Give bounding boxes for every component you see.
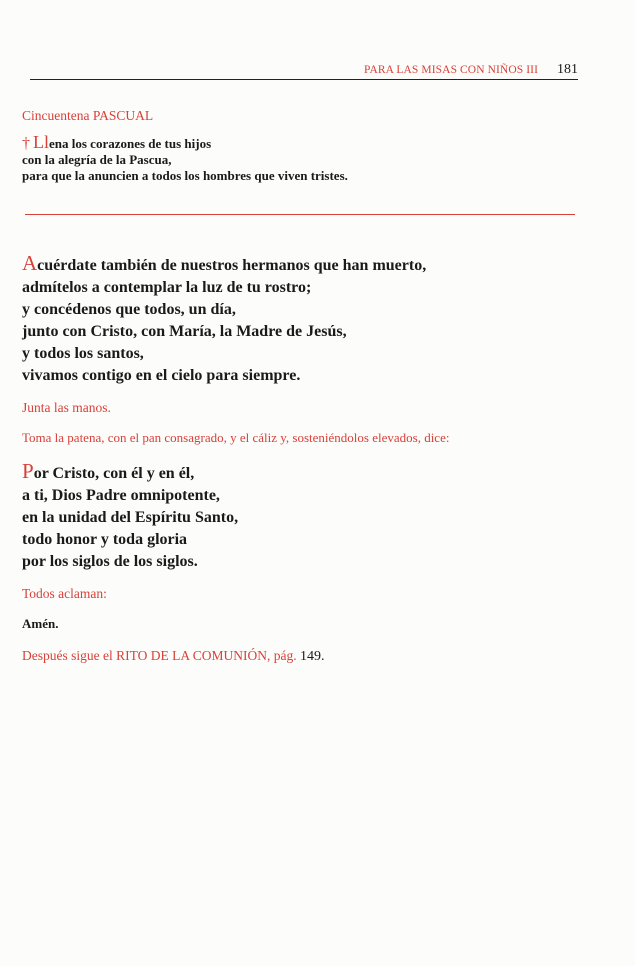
rubric-paten: Toma la patena, con el pan consagrado, y el cáliz y, sosteniéndolos elevados, dice:: [22, 430, 450, 445]
doxology-initial: P: [22, 459, 34, 483]
memento-line-2: admítelos a contemplar la luz de tu rostro;: [22, 279, 312, 296]
closing-page-ref: 149.: [299, 649, 325, 664]
amen-response: Amén.: [22, 616, 59, 631]
closing-rubric: [22, 648, 324, 665]
closing-text: Después sigue el RITO DE LA COMUNIÓN, pág.: [22, 648, 297, 663]
doxology-line-3: en la unidad del Espíritu Santo,: [22, 509, 239, 526]
doxology-line-1: [22, 460, 238, 485]
doxology-prayer: [22, 460, 238, 573]
rubric-join-hands: Junta las manos.: [22, 400, 111, 415]
memento-line-4: junto con Cristo, con María, la Madre de Jesús,: [22, 323, 347, 340]
header-divider: [30, 79, 578, 80]
memento-prayer: [22, 252, 426, 387]
memento-initial: A: [22, 251, 38, 275]
running-header: [30, 62, 580, 82]
pascual-line-2: con la alegría de la Pascua,: [22, 152, 172, 167]
memento-first-rest: cuérdate también de nuestros hermanos que han muerto,: [37, 257, 427, 274]
pascual-line-1: [22, 134, 348, 152]
doxology-first-rest: or Cristo, con él y en él,: [33, 465, 195, 482]
doxology-line-5: por los siglos de los siglos.: [22, 553, 198, 570]
section-divider: [25, 214, 575, 215]
pascual-line-3: para que la anuncien a todos los hombres que viven tristes.: [22, 168, 348, 183]
pascual-first-rest: ena los corazones de tus hijos: [49, 136, 212, 151]
memento-line-3: y concédenos que todos, un día,: [22, 301, 236, 318]
doxology-line-2: a ti, Dios Padre omnipotente,: [22, 487, 220, 504]
pascual-initial: Ll: [33, 132, 49, 152]
memento-line-5: y todos los santos,: [22, 345, 144, 362]
memento-line-6: vivamos contigo en el cielo para siempre.: [22, 367, 301, 384]
running-title: PARA LAS MISAS CON NIÑOS III: [364, 64, 538, 76]
page-number: 181: [557, 62, 578, 77]
memento-line-1: [22, 252, 426, 277]
rubric-all-acclaim: Todos aclaman:: [22, 586, 107, 601]
season-heading: Cincuentena PASCUAL: [22, 108, 154, 123]
pascual-prayer: [22, 134, 348, 184]
doxology-line-4: todo honor y toda gloria: [22, 531, 188, 548]
cross-icon: †: [22, 135, 30, 152]
